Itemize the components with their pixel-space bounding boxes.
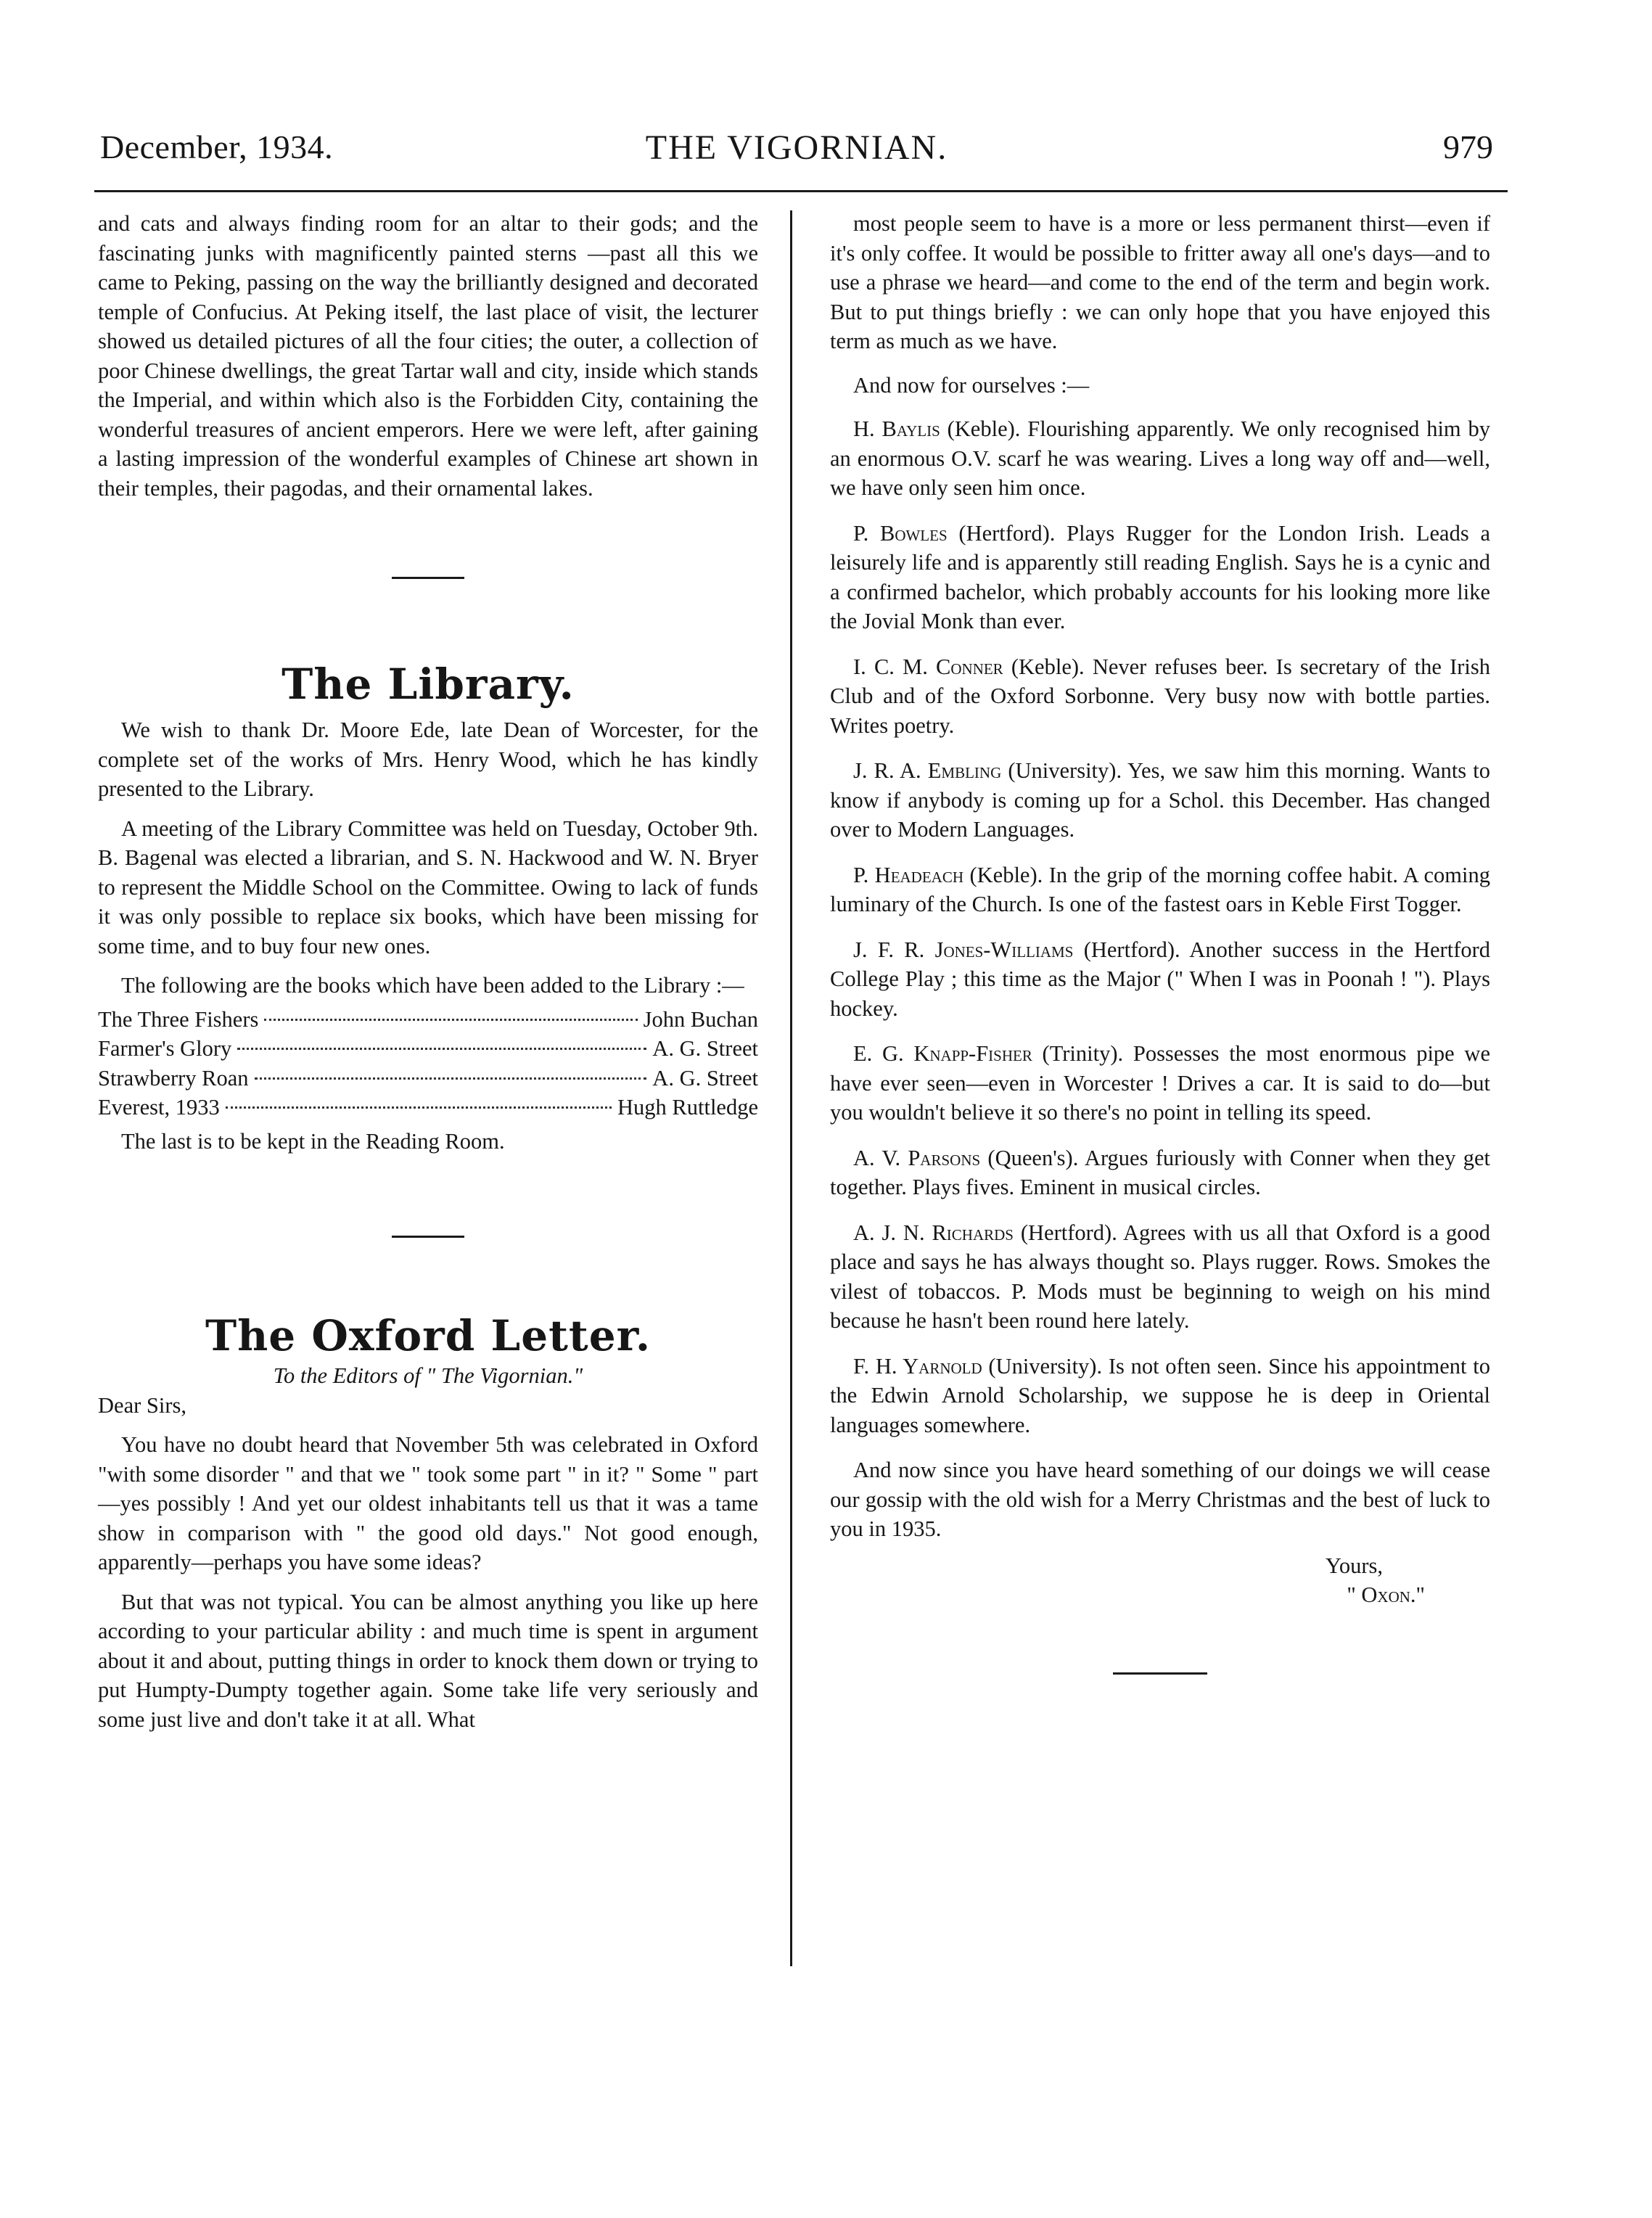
library-paragraph: A meeting of the Library Committee was held on Tuesday, October 9th. B. Bagenal was elected a librarian, and S. N. Hackwood and W. N. Bryer to represent the Middle School on the Committee. Owing to lack of funds it was only possible to replace six books, which have been missing for some time, and to buy four new ones. xyxy=(98,816,758,958)
book-title: Farmer's Glory xyxy=(98,1036,232,1061)
book-author: A. G. Street xyxy=(652,1065,758,1090)
book-title: The Three Fishers xyxy=(98,1006,259,1032)
publication-title: THE VIGORNIAN. xyxy=(645,128,948,167)
member-college: (University). xyxy=(982,1353,1103,1379)
member-list xyxy=(830,414,1490,1439)
member-note: Argues furiously with Conner when they get together. Plays fives. Eminent in musical circles. xyxy=(830,1145,1490,1199)
member-name: F. H. Yarnold xyxy=(853,1353,982,1379)
leader-dots xyxy=(255,1077,647,1080)
member-note: In the grip of the morning coffee habit. A coming luminary of the Church. Is one of the fastest oars in Keble First Togger. xyxy=(830,862,1491,916)
member-college: (Hertford). xyxy=(1073,937,1180,962)
book-author: Hugh Ruttledge xyxy=(617,1095,758,1120)
member-entry xyxy=(830,1352,1490,1440)
book-list xyxy=(98,1005,758,1122)
oxford-letter-subheading: To the Editors of " The Vigornian." xyxy=(273,1363,583,1388)
letter-intro: And now for ourselves :— xyxy=(853,372,1090,398)
member-name: I. C. M. Conner xyxy=(853,654,1003,679)
member-note: Plays Rugger for the London Irish. Leads a leisurely life and is apparently still reading English. Says he is a cynic and a confirmed bachelor, which probably accounts for his looking more like the Jovial Monk than ever. xyxy=(830,520,1490,633)
book-entry xyxy=(98,1064,758,1093)
member-note: Possesses the most enormous pipe we have ever seen—even in Worcester ! Drives a car. It is said to do—but you wouldn't believe it so there's no point in telling its speed. xyxy=(830,1041,1490,1125)
oxford-letter-heading: The Oxford Letter. xyxy=(205,1311,652,1360)
member-note: Is not often seen. Since his appointment to the Edwin Arnold Scholarship, we suppose he is deep in Oriental languages somewhere. xyxy=(830,1353,1490,1437)
left-column xyxy=(98,209,758,1734)
member-entry xyxy=(830,1039,1490,1128)
member-name: H. Baylis xyxy=(853,416,940,441)
letter-salutation: Dear Sirs, xyxy=(98,1392,186,1418)
issue-date: December, 1934. xyxy=(100,128,334,165)
member-college: (Queen's). xyxy=(980,1145,1079,1170)
member-name: P. Bowles xyxy=(853,520,948,546)
member-entry xyxy=(830,756,1490,845)
book-author: A. G. Street xyxy=(652,1036,758,1061)
section-separator xyxy=(1113,1672,1207,1675)
leader-dots xyxy=(237,1048,646,1050)
member-note: Another success in the Hertford College Play ; this time as the Major (" When I was in Poonah ! "). Plays hockey. xyxy=(830,937,1491,1021)
member-name: P. Headeach xyxy=(853,862,964,887)
member-entry xyxy=(830,935,1490,1024)
member-note: Never refuses beer. Is secretary of the Irish Club and of the Oxford Sorbonne. Very busy now with bottle parties. Writes poetry. xyxy=(830,654,1491,738)
member-note: Agrees with us all that Oxford is a good place and says he has always thought so. Plays rugger. Rows. Smokes the vilest of tobaccos. P. Mods must be beginning to weigh on his mind because he hasn't been round here lately. xyxy=(830,1220,1491,1333)
member-entry xyxy=(830,860,1490,919)
letter-paragraph: But that was not typical. You can be almost anything you like up here according to your particular ability : and much time is spent in argument about it and about, putting things in order to knock them down or trying to put Humpty-Dumpty together again. Some take life very seriously and some just live and don't take it at all. What xyxy=(98,1589,758,1732)
member-name: J. R. A. Embling xyxy=(853,758,1002,783)
library-paragraph: We wish to thank Dr. Moore Ede, late Dean of Worcester, for the complete set of the works of Mrs. Henry Wood, which he has kindly presented to the Library. xyxy=(98,718,758,801)
library-paragraph: The last is to be kept in the Reading Room. xyxy=(121,1128,505,1154)
library-paragraph: The following are the books which have been added to the Library :— xyxy=(121,973,744,998)
column-divider xyxy=(790,210,792,1966)
right-column xyxy=(830,209,1490,1675)
member-name: A. V. Parsons xyxy=(853,1145,981,1170)
header-rule xyxy=(94,190,1508,192)
page-number: 979 xyxy=(1443,128,1493,165)
member-college: (Hertford). xyxy=(1013,1220,1117,1245)
letter-closing: And now since you have heard something of our doings we will cease our gossip with the old wish for a Merry Christmas and the best of luck to you in 1935. xyxy=(830,1458,1490,1541)
member-college: (Keble). xyxy=(940,416,1021,441)
member-college: (Hertford). xyxy=(947,520,1056,546)
book-entry xyxy=(98,1093,758,1122)
library-heading: The Library. xyxy=(282,660,575,709)
leader-dots xyxy=(226,1106,612,1109)
book-entry xyxy=(98,1034,758,1064)
member-college: (University). xyxy=(1001,758,1122,783)
member-entry xyxy=(830,1143,1490,1202)
letter-paragraph: You have no doubt heard that November 5th was celebrated in Oxford "with some disorder " and that we " took some part " in it? " Some " part—yes possibly ! And yet our oldest inhabitants tell us that it was a tame show in comparison with " the good old days." Not good enough, apparently—perhaps you have some ideas? xyxy=(98,1432,758,1574)
member-college: (Keble). xyxy=(963,862,1043,887)
member-name: E. G. Knapp-Fisher xyxy=(853,1041,1032,1066)
book-entry xyxy=(98,1005,758,1035)
member-name: A. J. N. Richards xyxy=(853,1220,1014,1245)
member-entry xyxy=(830,1218,1490,1336)
member-note: Flourishing apparently. We only recognised him by an enormous O.V. scarf he was wearing. Lives a long way off and—well, we have only seen him once. xyxy=(830,416,1491,500)
member-name: J. F. R. Jones-Williams xyxy=(853,937,1074,962)
member-college: (Keble). xyxy=(1003,654,1085,679)
member-entry xyxy=(830,652,1490,741)
signoff-yours: Yours, xyxy=(1325,1553,1383,1578)
book-title: Strawberry Roan xyxy=(98,1065,249,1090)
letter-continuation: most people seem to have is a more or less permanent thirst—even if it's only coffee. It would be possible to fritter away all one's days—and to use a phrase we heard—and come to the end of the term and begin work. But to put things briefly : we can only hope that you have enjoyed this term as much as we have. xyxy=(830,211,1490,353)
member-note: Yes, we saw him this morning. Wants to know if anybody is coming up for a Schol. this December. Has changed over to Modern Languages. xyxy=(830,758,1491,842)
member-entry xyxy=(830,519,1490,636)
book-title: Everest, 1933 xyxy=(98,1095,220,1120)
lecture-continuation: and cats and always finding room for an altar to their gods; and the fascinating junks with magnificently painted sterns —past all this we came to Peking, passing on the way the brilliantly designed and decorated temple of Confucius. At Peking itself, the last place of visit, the lecturer showed us detailed pictures of all the four cities; the outer, a collection of poor Chinese dwellings, the great Tartar wall and city, inside which stands the Imperial, and within which also is the Forbidden City, containing the wonderful treasures of ancient emperors. Here we were left, after gaining a lasting impression of the wonderful examples of Chinese art shown in their temples, their pagodas, and their ornamental lakes. xyxy=(98,211,758,501)
leader-dots xyxy=(264,1019,637,1021)
signoff-name: " Oxon." xyxy=(1347,1582,1425,1607)
book-author: John Buchan xyxy=(643,1006,758,1032)
member-entry xyxy=(830,414,1490,503)
page-header xyxy=(100,128,1493,178)
member-college: (Trinity). xyxy=(1032,1041,1124,1066)
